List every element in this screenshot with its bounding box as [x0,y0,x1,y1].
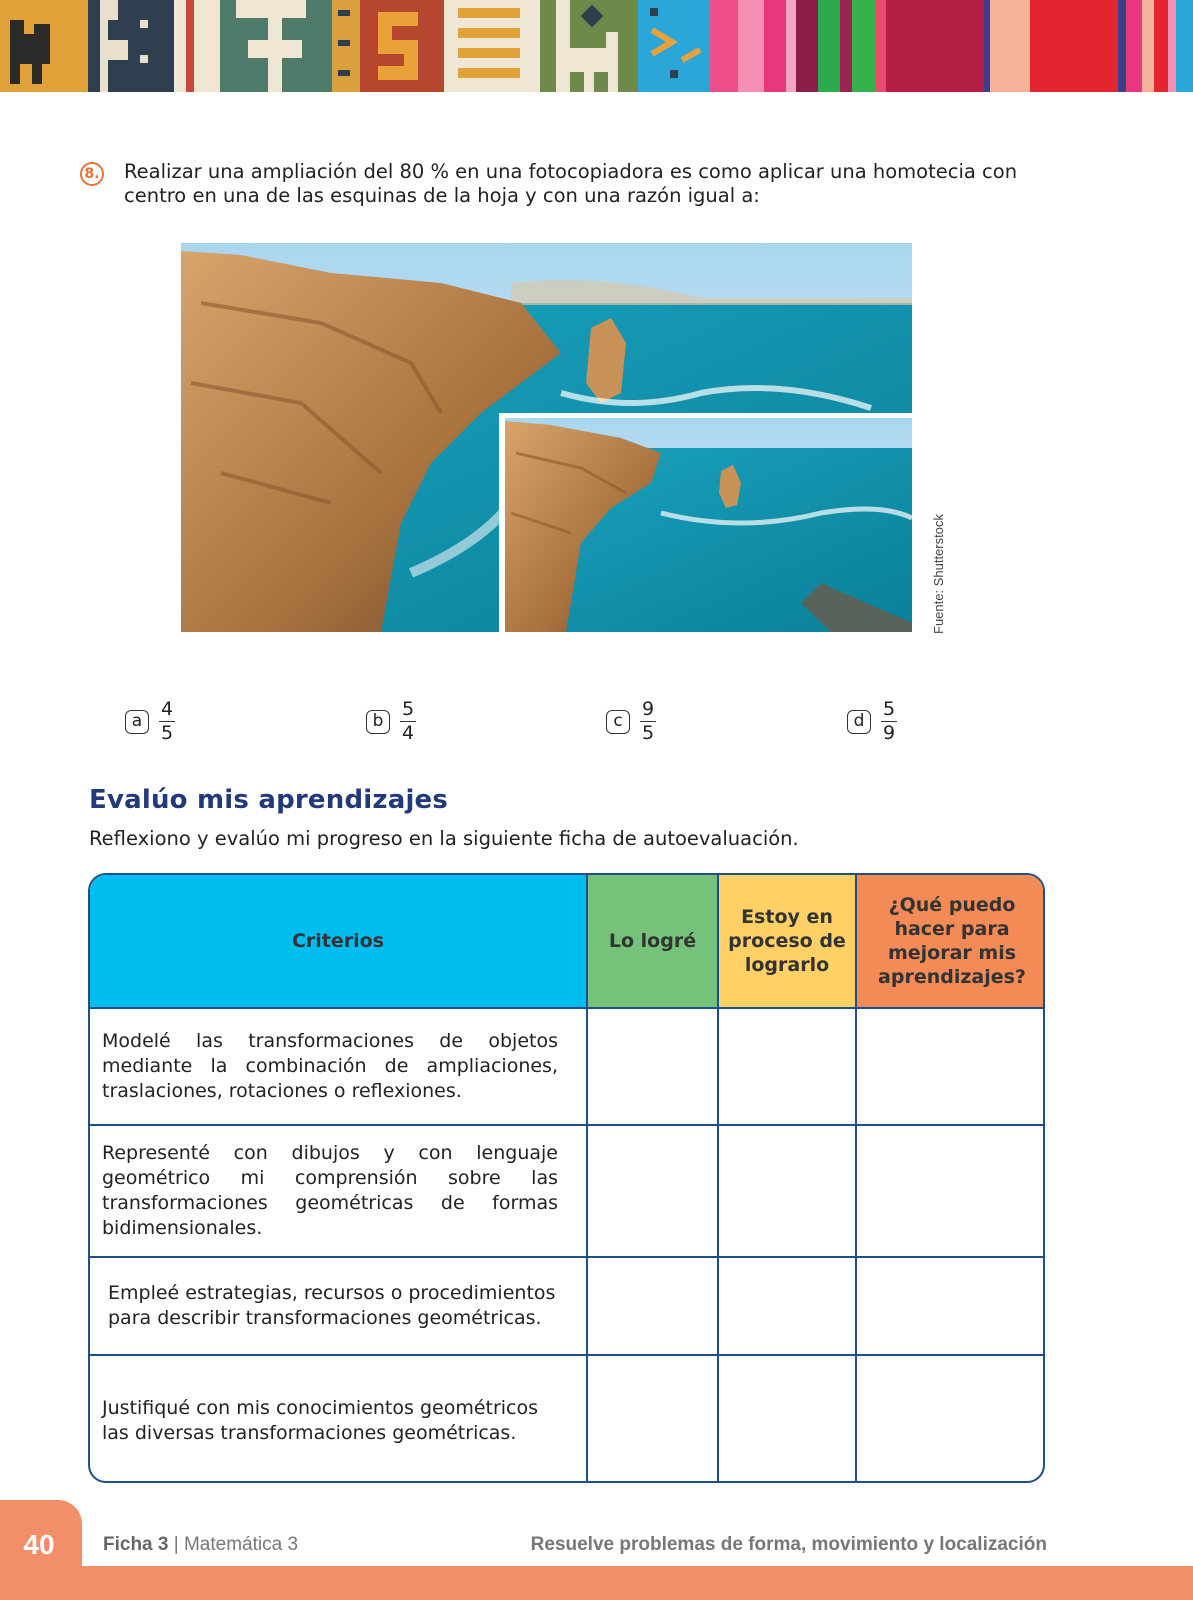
footer-bar [0,1566,1193,1600]
cell-como-mejorar[interactable] [856,1355,1045,1483]
fraction-numerator: 5 [401,698,415,720]
table-row [90,1008,1045,1125]
cell-como-mejorar[interactable] [856,1125,1045,1257]
footer-separator: | [173,1534,179,1555]
table-row [90,1257,1045,1355]
cell-como-mejorar[interactable] [856,1008,1045,1125]
criterion-text: Empleé estrategias, recursos o procedimientos para describir transformaciones geométricas. [90,1257,587,1355]
option-letter: a [125,710,149,734]
section-subtitle: Reflexiono y evalúo mi progreso en la siguiente ficha de autoevaluación. [89,827,799,850]
cell-lo-logre[interactable] [587,1008,718,1125]
table-header-row [90,875,1045,1008]
section-title: Evalúo mis aprendizajes [89,785,449,815]
cell-en-proceso[interactable] [718,1008,856,1125]
table-row [90,1355,1045,1483]
cell-lo-logre[interactable] [587,1257,718,1355]
fraction-denominator: 4 [401,722,415,744]
cell-lo-logre[interactable] [587,1355,718,1483]
option-b[interactable] [366,699,416,744]
fraction-numerator: 4 [160,698,174,720]
fraction-numerator: 5 [882,698,896,720]
self-assessment-table [88,873,1045,1483]
coastal-cliff-photo [181,243,912,632]
question-number-badge: 8. [80,162,104,186]
fraction-denominator: 5 [160,722,174,744]
option-fraction [159,699,175,744]
option-fraction [640,699,656,744]
header-lo-logre: Lo logré [587,875,718,1008]
fraction-denominator: 5 [641,722,655,744]
criterion-text: Modelé las transformaciones de objetos mediante la combinación de ampliaciones, traslaciones, rotaciones o reflexiones. [90,1008,587,1125]
footer-ficha [103,1534,298,1556]
page-number: 40 [23,1529,55,1560]
decorative-textile-banner [0,0,1193,92]
cell-como-mejorar[interactable] [856,1257,1045,1355]
option-a[interactable] [125,699,175,744]
criterion-text: Representé con dibujos y con lenguaje geométrico mi comprensión sobre las transformaciones geométricas de formas bidimensionales. [90,1125,587,1257]
option-letter: b [366,710,390,734]
cell-en-proceso[interactable] [718,1125,856,1257]
question-8 [80,160,1060,208]
option-d[interactable] [847,699,897,744]
photo-credit: Fuente: Shutterstock [931,514,946,634]
header-criterios: Criterios [90,875,587,1008]
option-fraction [400,699,416,744]
option-fraction [881,699,897,744]
header-como-mejorar: ¿Qué puedo hacer para mejorar mis aprendizajes? [856,875,1045,1008]
fraction-numerator: 9 [641,698,655,720]
fraction-denominator: 9 [882,722,896,744]
footer-ficha-label: Ficha 3 [103,1534,169,1555]
cliff-landscape-image [181,243,912,632]
question-text: Realizar una ampliación del 80 % en una fotocopiadora es como aplicar una homotecia con centro en una de las esquinas de la hoja y con una razón igual a: [124,160,1018,207]
footer-competence: Resuelve problemas de forma, movimiento y localización [530,1534,1047,1555]
option-c[interactable] [606,699,656,744]
table-row [90,1125,1045,1257]
option-letter: c [606,710,630,734]
option-letter: d [847,710,871,734]
textile-pattern-icon [0,0,1193,92]
cell-lo-logre[interactable] [587,1125,718,1257]
cell-en-proceso[interactable] [718,1355,856,1483]
cell-en-proceso[interactable] [718,1257,856,1355]
criterion-text: Justifiqué con mis conocimientos geométricos las diversas transformaciones geométricas. [90,1355,587,1483]
footer-subject: Matemática 3 [183,1534,299,1555]
header-en-proceso: Estoy en proceso de lograrlo [718,875,856,1008]
